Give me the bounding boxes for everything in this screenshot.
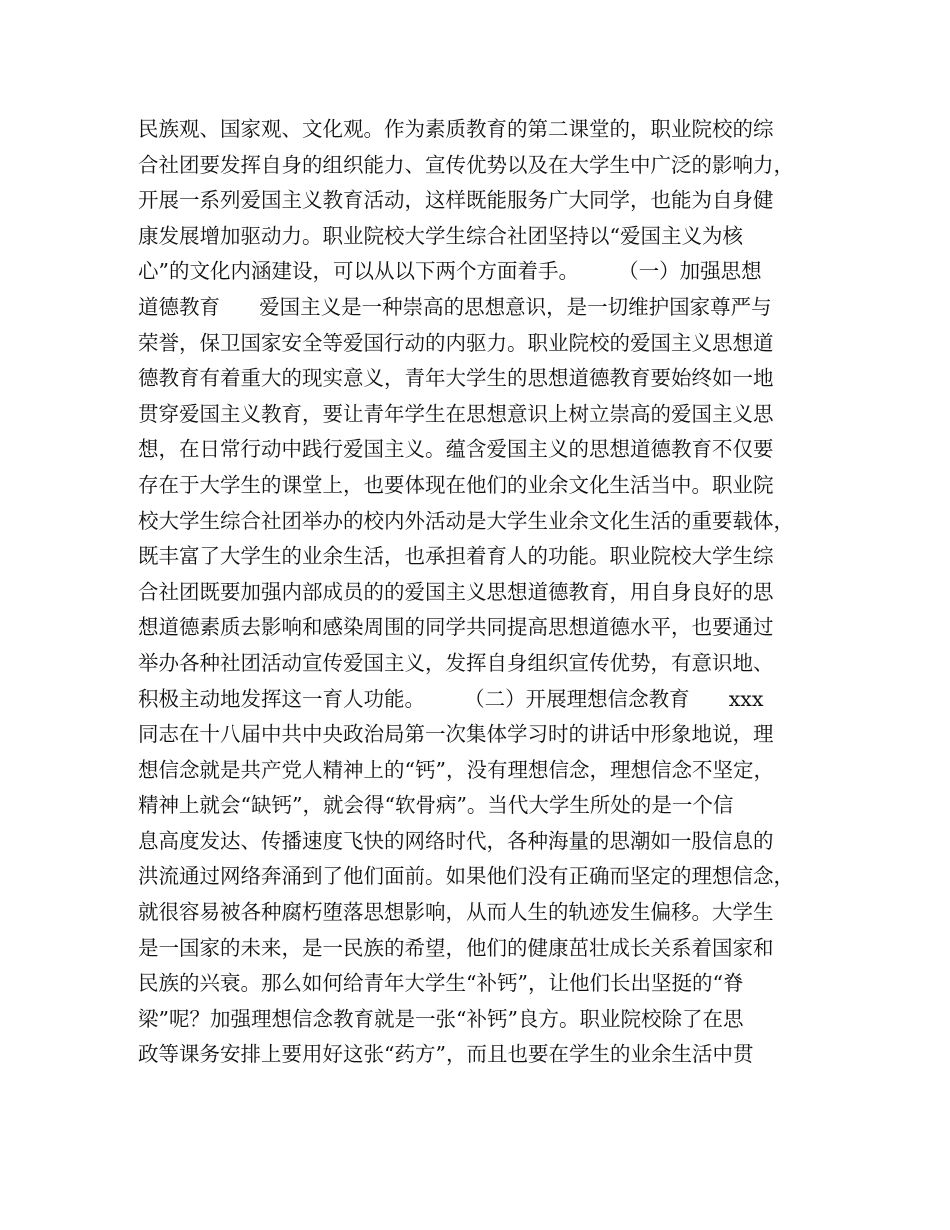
text-line: 心”的文化内涵建设，可以从以下两个方面着手。 （一）加强思想 bbox=[138, 259, 762, 284]
text-line: 想道德素质去影响和感染周围的同学共同提高思想道德水平，也要通过 bbox=[138, 615, 774, 640]
text-line: 开展一系列爱国主义教育活动，这样既能服务广大同学，也能为自身健 bbox=[138, 188, 774, 213]
text-line: 就很容易被各种腐朽堕落思想影响，从而人生的轨迹发生偏移。大学生 bbox=[138, 900, 774, 925]
text-line: 想信念就是共产党人精神上的“钙”，没有理想信念，理想信念不坚定， bbox=[138, 757, 774, 782]
text-line: 康发展增加驱动力。职业院校大学生综合社团坚持以“爱国主义为核 bbox=[138, 223, 743, 248]
text-line: 合社团要发挥自身的组织能力、宣传优势以及在大学生中广泛的影响力， bbox=[138, 152, 794, 177]
text-line: 道德教育 爱国主义是一种崇高的思想意识，是一切维护国家尊严与 bbox=[138, 294, 772, 319]
text-line: 民族观、国家观、文化观。作为素质教育的第二课堂的，职业院校的综 bbox=[138, 117, 774, 141]
text-line: 积极主动地发挥这一育人功能。 （二）开展理想信念教育 xxx bbox=[138, 686, 764, 711]
text-line: 校大学生综合社团举办的校内外活动是大学生业余文化生活的重要载体， bbox=[138, 508, 794, 533]
text-line: 举办各种社团活动宣传爱国主义，发挥自身组织宣传优势，有意识地、 bbox=[138, 650, 774, 675]
text-line: 梁”呢？加强理想信念教育就是一张“补钙”良方。职业院校除了在思 bbox=[138, 1006, 744, 1031]
body-text bbox=[138, 112, 828, 1073]
text-line: 德教育有着重大的现实意义，青年大学生的思想道德教育要始终如一地 bbox=[138, 366, 774, 391]
text-line: 合社团既要加强内部成员的的爱国主义思想道德教育，用自身良好的思 bbox=[138, 579, 774, 604]
text-line: 想，在日常行动中践行爱国主义。蕴含爱国主义的思想道德教育不仅要 bbox=[138, 437, 774, 462]
text-line: 民族的兴衰。那么如何给青年大学生“补钙”，让他们长出坚挺的“脊 bbox=[138, 971, 744, 996]
text-line: 存在于大学生的课堂上，也要体现在他们的业余文化生活当中。职业院 bbox=[138, 472, 774, 497]
text-line: 精神上就会“缺钙”，就会得“软骨病”。当代大学生所处的是一个信 bbox=[138, 793, 734, 818]
text-line: 政等课务安排上要用好这张“药方”，而且也要在学生的业余生活中贯 bbox=[138, 1042, 754, 1067]
text-line: 既丰富了大学生的业余生活，也承担着育人的功能。职业院校大学生综 bbox=[138, 544, 774, 569]
text-line: 是一国家的未来，是一民族的希望，他们的健康茁壮成长关系着国家和 bbox=[138, 935, 774, 960]
text-line: 同志在十八届中共中央政治局第一次集体学习时的讲话中形象地说，理 bbox=[138, 722, 774, 747]
text-line: 贯穿爱国主义教育，要让青年学生在思想意识上树立崇高的爱国主义思 bbox=[138, 401, 774, 426]
text-line: 洪流通过网络奔涌到了他们面前。如果他们没有正确而坚定的理想信念， bbox=[138, 864, 794, 889]
text-line: 荣誉，保卫国家安全等爱国行动的内驱力。职业院校的爱国主义思想道 bbox=[138, 330, 774, 355]
text-line: 息高度发达、传播速度飞快的网络时代，各种海量的思潮如一股信息的 bbox=[138, 828, 774, 853]
